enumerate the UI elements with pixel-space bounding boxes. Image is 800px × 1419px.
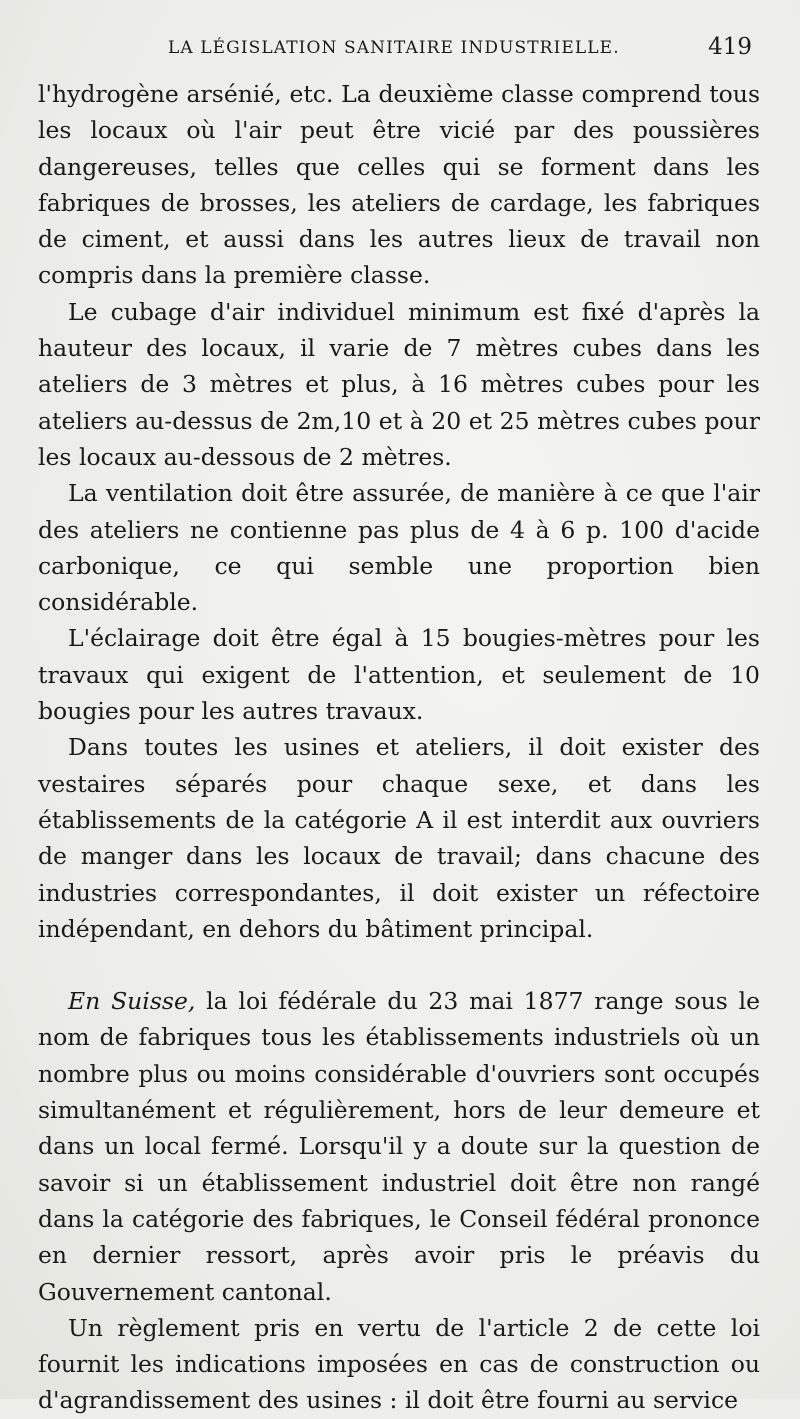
switzerland-text: la loi fédérale du 23 mai 1877 range sous le nom de fabriques tous les établissements industriels où un nombre plus ou moins considérable d'ouvriers sont occupés simultanément et régulièrement, hors de leur demeure et dans un local fermé. Lorsqu'il y a doute sur la question de savoir si un établissement industriel doit être non rangé dans la catégorie des fabriques, le Conseil fédéral prononce en dernier ressort, après avoir pris le préavis du Gouvernement cantonal. [38, 987, 760, 1306]
page-number: 419 [708, 34, 752, 60]
paragraph-continuation: l'hydrogène arsénié, etc. La deuxième classe comprend tous les locaux où l'air peut être vicié par des poussières dangereuses, telles que celles qui se forment dans les fabriques de brosses, les ateliers de cardage, les fabriques de ciment, et aussi dans les autres lieux de travail non compris dans la première classe. [38, 80, 760, 290]
paragraph-lighting: L'éclairage doit être égal à 15 bougies-mètres pour les travaux qui exigent de l'attention, et seulement de 10 bougies pour les autres travaux. [38, 624, 760, 726]
paragraph-switzerland [38, 983, 760, 1310]
paragraph-ventilation: La ventilation doit être assurée, de manière à ce que l'air des ateliers ne contienne pas plus de 4 à 6 p. 100 d'acide carbonique, ce qui semble une proportion bien considérable. [38, 479, 760, 617]
paragraph-air-volume: Le cubage d'air individuel minimum est fixé d'après la hauteur des locaux, il varie de 7 mètres cubes dans les ateliers de 3 mètres et plus, à 16 mètres cubes pour les ateliers au-dessus de 2m,10 et à 20 et 25 mètres cubes pour les locaux au-dessous de 2 mètres. [38, 297, 760, 471]
running-head [158, 34, 758, 68]
body-text [38, 76, 760, 1419]
switzerland-heading: En Suisse, [68, 987, 196, 1016]
paragraph-regulation: Un règlement pris en vertu de l'article 2 de cette loi fournit les indications imposées en cas de construction ou d'agrandissement des usines : il doit être fourni au service [38, 1313, 760, 1415]
running-title: LA LÉGISLATION SANITAIRE INDUSTRIELLE. [168, 38, 620, 58]
paragraph-cloakrooms: Dans toutes les usines et ateliers, il doit exister des vestaires séparés pour chaque sexe, et dans les établissements de la catégorie A il est interdit aux ouvriers de manger dans les locaux de travail; dans chacune des industries correspondantes, il doit exister un réfectoire indépendant, en dehors du bâtiment principal. [38, 733, 760, 943]
